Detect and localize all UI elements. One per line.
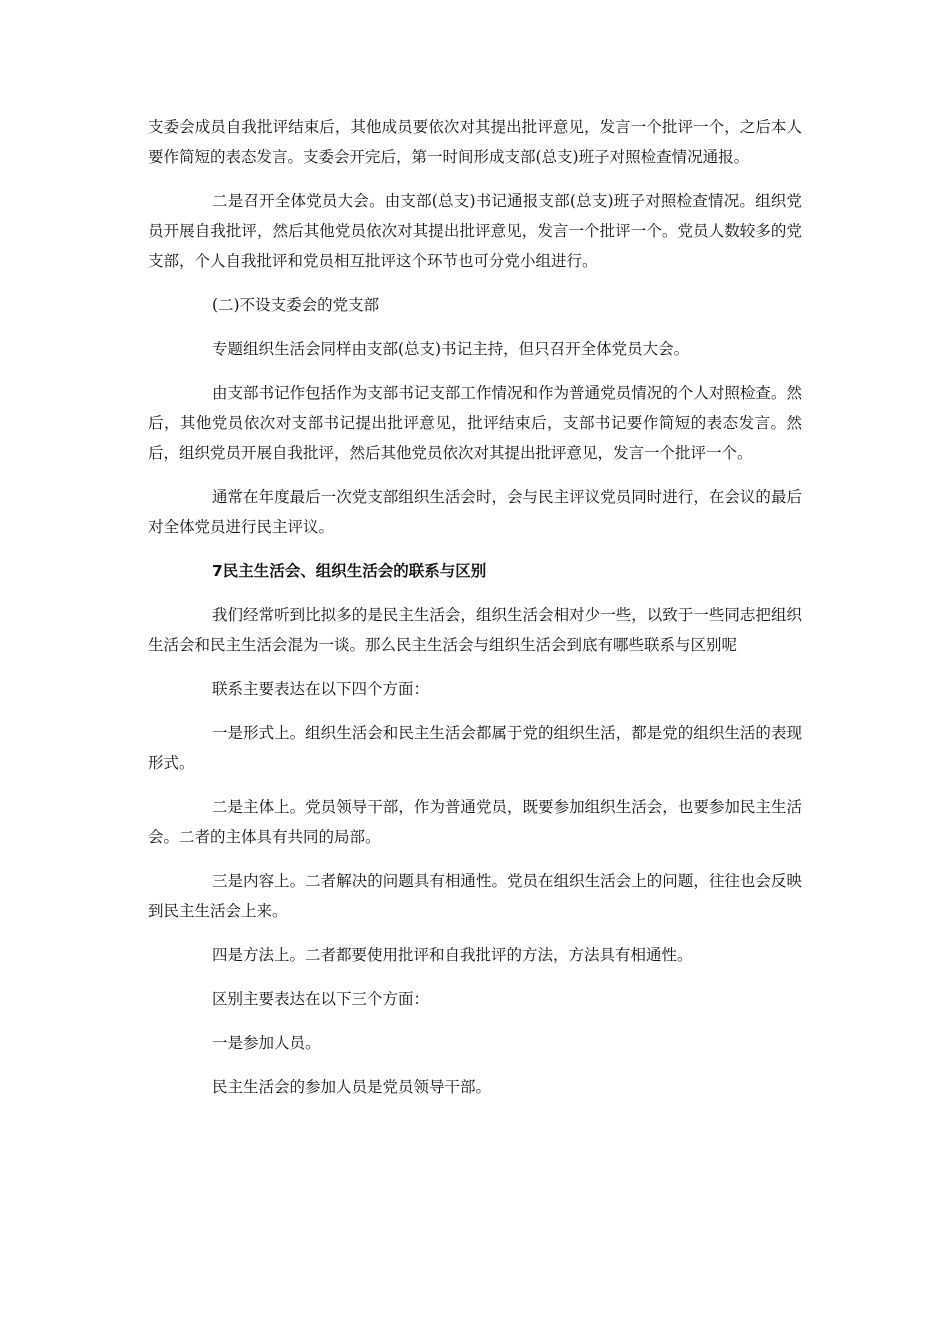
paragraph-13: 四是方法上。二者都要使用批评和自我批评的方法，方法具有相通性。 — [212, 946, 693, 964]
paragraph-10: 一是形式上。组织生活会和民主生活会都属于党的组织生活，都是党的组织生活的表现形式。 — [148, 724, 802, 772]
paragraph-4: 专题组织生活会同样由支部(总支)书记主持，但只召开全体党员大会。 — [212, 340, 690, 358]
paragraph-14: 区别主要表达在以下三个方面： — [212, 990, 430, 1008]
paragraph-15: 一是参加人员。 — [212, 1034, 321, 1052]
paragraph-11: 二是主体上。党员领导干部，作为普通党员，既要参加组织生活会，也要参加民主生活会。二者的主体具有共同的局部。 — [148, 798, 802, 846]
subsection-heading: (二)不设支委会的党支部 — [212, 296, 380, 314]
paragraph-16: 民主生活会的参加人员是党员领导干部。 — [212, 1078, 492, 1096]
paragraph-2: 二是召开全体党员大会。由支部(总支)书记通报支部(总支)班子对照检查情况。组织党员开展自我批评，然后其他党员依次对其提出批评意见，发言一个批评一个。党员人数较多的党支部，个人自我批评和党员相互批评这个环节也可分党小组进行。 — [148, 192, 802, 270]
document-body — [148, 112, 802, 1116]
paragraph-6: 通常在年度最后一次党支部组织生活会时，会与民主评议党员同时进行，在会议的最后对全体党员进行民主评议。 — [148, 488, 802, 536]
paragraph-1: 支委会成员自我批评结束后，其他成员要依次对其提出批评意见，发言一个批评一个，之后本人要作简短的表态发言。支委会开完后，第一时间形成支部(总支)班子对照检查情况通报。 — [148, 118, 802, 166]
section-heading: 7民主生活会、组织生活会的联系与区别 — [212, 562, 487, 580]
paragraph-5: 由支部书记作包括作为支部书记支部工作情况和作为普通党员情况的个人对照检查。然后，其他党员依次对支部书记提出批评意见，批评结束后，支部书记要作简短的表态发言。然后，组织党员开展自我批评，然后其他党员依次对其提出批评意见，发言一个批评一个。 — [148, 384, 802, 462]
paragraph-12: 三是内容上。二者解决的问题具有相通性。党员在组织生活会上的问题，往往也会反映到民主生活会上来。 — [148, 872, 802, 920]
paragraph-8: 我们经常听到比拟多的是民主生活会，组织生活会相对少一些，以致于一些同志把组织生活会和民主生活会混为一谈。那么民主生活会与组织生活会到底有哪些联系与区别呢 — [148, 606, 802, 654]
paragraph-9: 联系主要表达在以下四个方面： — [212, 680, 430, 698]
